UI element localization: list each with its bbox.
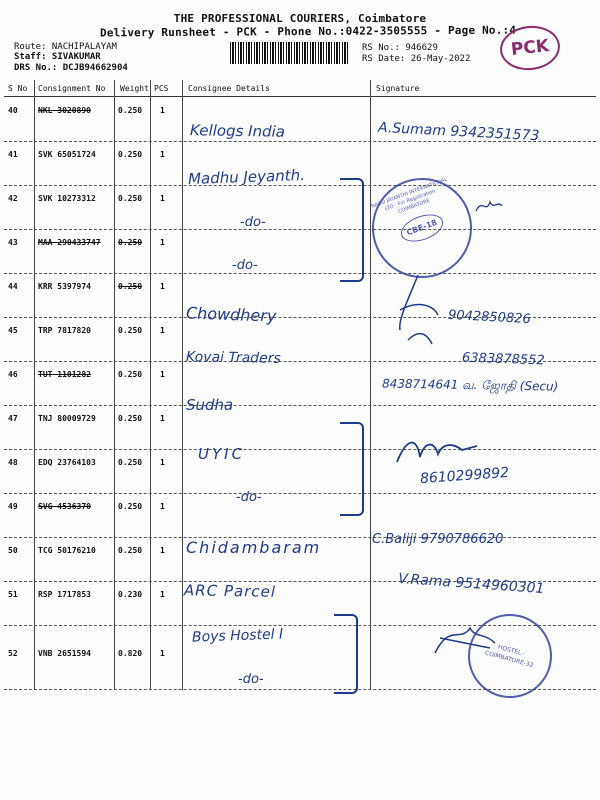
row-pcs: 1: [160, 590, 165, 599]
seal-mark: CBE-18: [397, 209, 447, 247]
consignee-handwriting: Kovai Traders: [185, 349, 281, 367]
consignee-handwriting: -do-: [232, 258, 258, 273]
row-weight: 0.250: [118, 370, 143, 379]
row-pcs: 1: [160, 150, 165, 159]
row-weight: 0.250: [118, 546, 143, 555]
row-sno: 41: [8, 150, 18, 159]
col-weight: Weight: [120, 84, 149, 93]
bracket-mark: [340, 422, 364, 516]
row-sno: 47: [8, 414, 18, 423]
initials-scribble-icon: [474, 196, 504, 216]
consignee-handwriting: Boys Hostel I: [191, 626, 284, 646]
row-pcs: 1: [160, 194, 165, 203]
row-consignment: TCG 50176210: [38, 546, 96, 555]
row-weight: 0.230: [118, 590, 143, 599]
table-row: [4, 229, 596, 274]
row-consignment: EDQ 23764103: [38, 458, 96, 467]
signature-handwriting: A.Sumam 9342351573: [377, 119, 540, 145]
row-sno: 49: [8, 502, 18, 511]
bracket-mark: [334, 614, 358, 694]
consignee-handwriting: -do-: [238, 672, 264, 687]
row-sno: 51: [8, 590, 18, 599]
row-sno: 45: [8, 326, 18, 335]
row-weight: 0.820: [118, 649, 143, 658]
signature-handwriting: C.Baliji 9790786620: [372, 532, 504, 547]
col-consignment: Consignment No: [38, 84, 106, 93]
row-consignment: TUT 1101282: [38, 370, 91, 379]
staff-label: Staff: SIVAKUMAR: [14, 52, 101, 62]
signature-handwriting: 9042850826: [447, 307, 532, 328]
row-pcs: 1: [160, 546, 165, 555]
col-signature: Signature: [376, 84, 420, 93]
row-sno: 48: [8, 458, 18, 467]
route-label: Route: NACHIPALAYAM: [14, 42, 117, 52]
row-sno: 52: [8, 649, 18, 658]
consignee-handwriting: UYIC: [198, 445, 246, 463]
row-consignment: TRP 7817820: [38, 326, 91, 335]
table-row: [4, 185, 596, 230]
row-pcs: 1: [160, 649, 165, 658]
row-consignment: SVK 65051724: [38, 150, 96, 159]
row-sno: 40: [8, 106, 18, 115]
col-pcs: PCS: [154, 84, 169, 93]
consignee-handwriting: Madhu Jeyanth.: [187, 165, 306, 189]
row-pcs: 1: [160, 458, 165, 467]
signature-handwriting: 8438714641 வ. ஜோதி (Secu): [381, 376, 559, 394]
row-pcs: 1: [160, 502, 165, 511]
row-consignment: RSP 1717853: [38, 590, 91, 599]
document-subtitle: Delivery Runsheet - PCK - Phone No.:0422-3505555 - Page No.:4: [99, 23, 517, 40]
signature-handwriting: 6383878552: [461, 350, 545, 369]
row-pcs: 1: [160, 238, 165, 247]
drs-number: DRS No.: DCJB94662904: [14, 63, 128, 73]
consignee-handwriting: Chidambaram: [186, 538, 322, 557]
row-weight: 0.250: [118, 282, 143, 291]
document-title: THE PROFESSIONAL COURIERS, Coimbatore: [173, 12, 427, 25]
row-consignment: TNJ 80009729: [38, 414, 96, 423]
col-consignee: Consignee Details: [188, 84, 270, 93]
col-sno: S No: [8, 84, 28, 93]
row-sno: 43: [8, 238, 18, 247]
consignee-handwriting: Chowdhery: [185, 303, 277, 326]
bracket-mark: [340, 178, 364, 282]
signature-scribble-icon: [388, 270, 448, 350]
signature-scribble-icon: [392, 432, 482, 472]
signature-handwriting: 8610299892: [419, 464, 510, 488]
consignee-handwriting: Kellogs India: [189, 121, 286, 141]
row-sno: 42: [8, 194, 18, 203]
row-pcs: 1: [160, 370, 165, 379]
row-pcs: 1: [160, 282, 165, 291]
table-row: [4, 405, 596, 450]
row-weight: 0.250: [118, 150, 143, 159]
consignee-handwriting: -do-: [240, 215, 266, 230]
row-sno: 46: [8, 370, 18, 379]
pck-stamp: PCK: [498, 23, 562, 73]
row-weight: 0.250: [118, 458, 143, 467]
row-weight: 0.250: [118, 414, 143, 423]
row-consignment: VNB 2651594: [38, 649, 91, 658]
consignee-handwriting: -do-: [236, 490, 262, 505]
row-weight: 0.250: [118, 238, 143, 247]
seal-text: NADU JAYANTHI INTERNATIONAL LTD · For Registration · COIMBATORE: [370, 176, 449, 215]
row-sno: 44: [8, 282, 18, 291]
row-sno: 50: [8, 546, 18, 555]
row-pcs: 1: [160, 414, 165, 423]
row-weight: 0.250: [118, 194, 143, 203]
table-row: [4, 493, 596, 538]
table-header: [4, 80, 596, 97]
row-pcs: 1: [160, 326, 165, 335]
row-weight: 0.250: [118, 502, 143, 511]
consignee-handwriting: Sudha: [186, 396, 234, 414]
rs-number: RS No.: 946629: [362, 43, 438, 53]
consignee-handwriting: ARC Parcel: [183, 581, 277, 601]
row-consignment: SVK 10273312: [38, 194, 96, 203]
row-pcs: 1: [160, 106, 165, 115]
row-consignment: KRR 5397974: [38, 282, 91, 291]
row-weight: 0.250: [118, 106, 143, 115]
row-weight: 0.250: [118, 326, 143, 335]
row-consignment: NKL 3020890: [38, 106, 91, 115]
signature-handwriting: V.Rama 9514960301: [397, 570, 545, 598]
row-consignment: MAA 290433747: [38, 238, 101, 247]
barcode: [230, 42, 348, 64]
seal-text: HOSTEL · COIMBATORE-32: [484, 643, 535, 670]
row-consignment: SVG 4536370: [38, 502, 91, 511]
rs-date: RS Date: 26-May-2022: [362, 54, 471, 64]
